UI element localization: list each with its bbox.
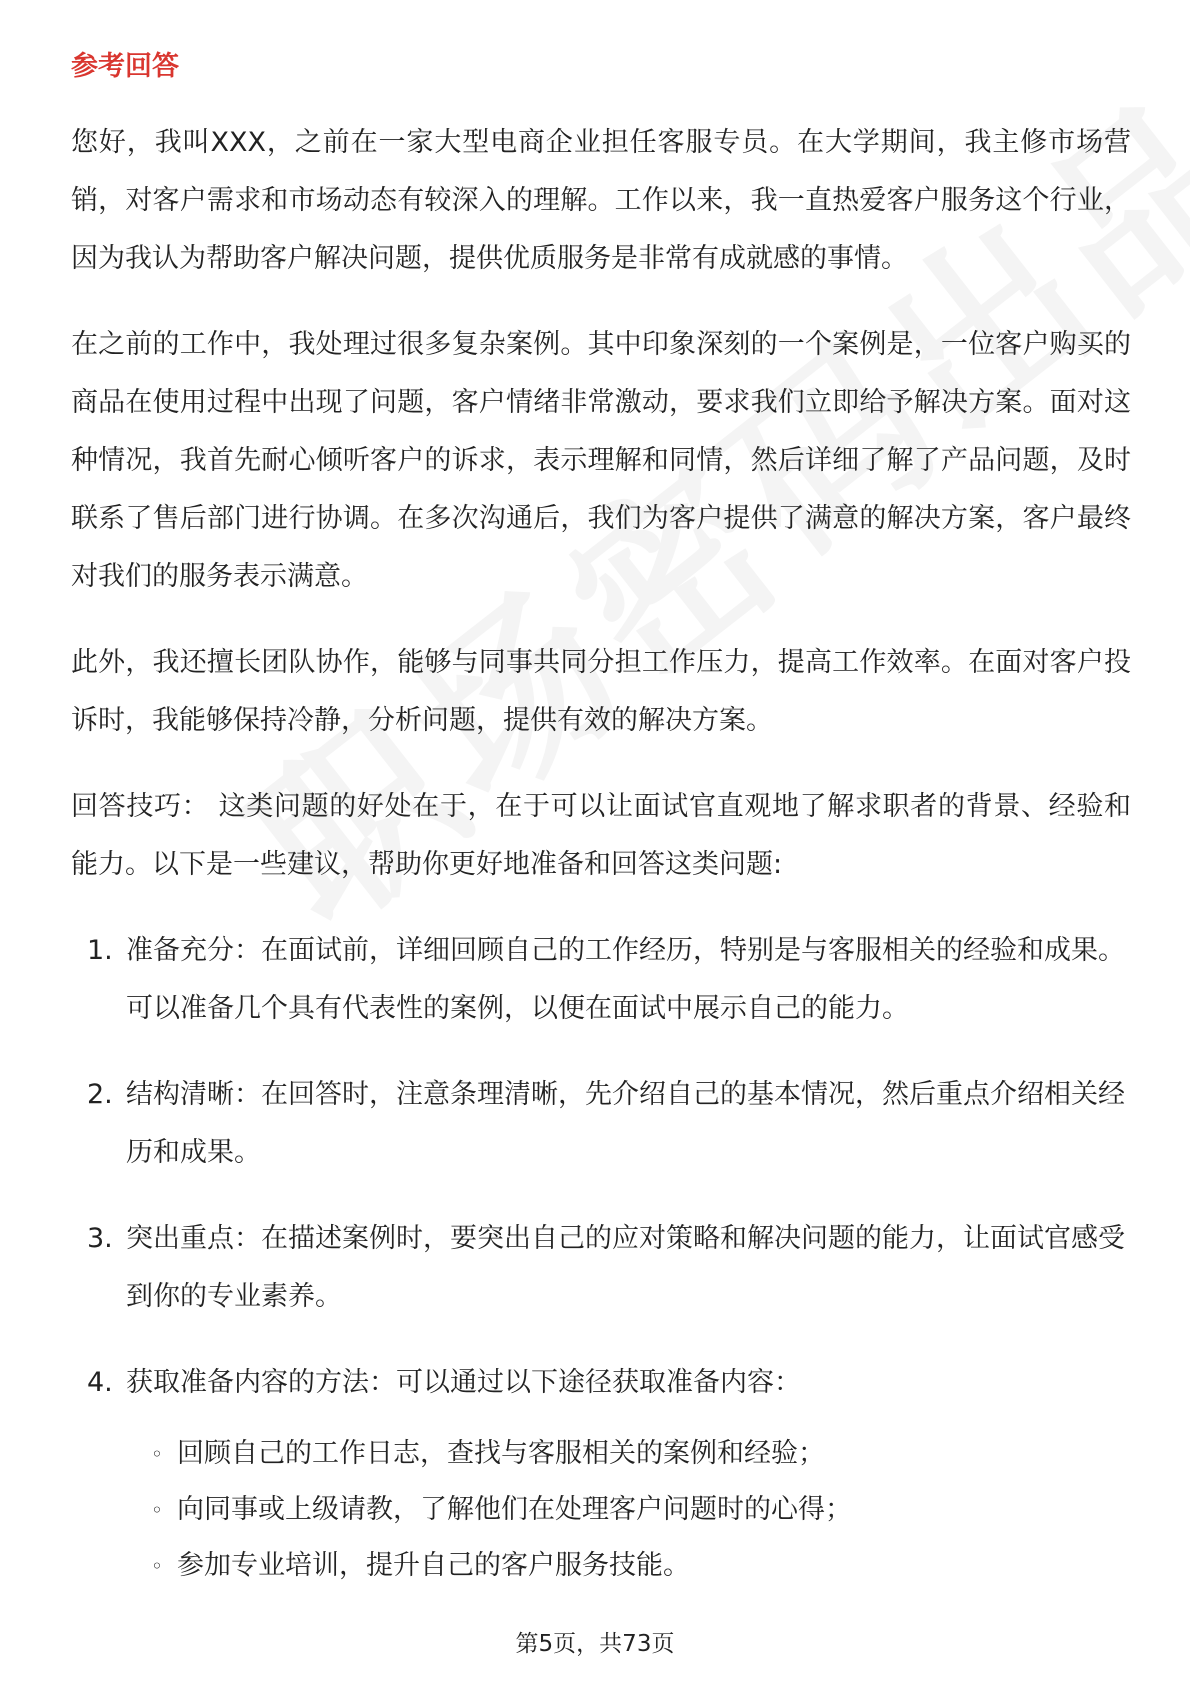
answer-paragraph-teamwork: 此外，我还擅长团队协作，能够与同事共同分担工作压力，提高工作效率。在面对客户投诉时，我能够保持冷静，分析问题，提供有效的解决方案。 [71, 647, 1131, 736]
list-item-text: 结构清晰：在回答时，注意条理清晰，先介绍自己的基本情况，然后重点介绍相关经历和成果。 [126, 1079, 1125, 1168]
sub-bullet-list [71, 1426, 1131, 1594]
sub-list-item-text: 参加专业培训，提升自己的客户服务技能。 [177, 1550, 690, 1581]
sub-list-item [71, 1482, 1131, 1538]
answer-paragraph-intro: 您好，我叫XXX，之前在一家大型电商企业担任客服专员。在大学期间，我主修市场营销，对客户需求和市场动态有较深入的理解。工作以来，我一直热爱客户服务这个行业，因为我认为帮助客户解决问题，提供优质服务是非常有成就感的事情。 [71, 127, 1131, 274]
sub-list-item [71, 1426, 1131, 1482]
section-title: 参考回答 [71, 51, 179, 82]
list-item-text: 准备充分：在面试前，详细回顾自己的工作经历，特别是与客服相关的经验和成果。可以准备几个具有代表性的案例，以便在面试中展示自己的能力。 [126, 935, 1125, 1024]
sub-list-item-text: 向同事或上级请教，了解他们在处理客户问题时的心得； [177, 1494, 852, 1525]
document-body [71, 48, 1131, 1594]
page-number-footer: 第5页，共73页 [515, 1631, 675, 1657]
list-item-number: 4. [87, 1367, 113, 1398]
list-item-number: 1. [87, 935, 113, 966]
list-item-text: 突出重点：在描述案例时，要突出自己的应对策略和解决问题的能力，让面试官感受到你的专业素养。 [126, 1223, 1125, 1312]
bullet-icon: ◦ [151, 1554, 163, 1578]
sub-list-item-text: 回顾自己的工作日志，查找与客服相关的案例和经验； [177, 1438, 825, 1469]
list-item [71, 1066, 1131, 1182]
answer-tips-paragraph: 回答技巧： 这类问题的好处在于，在于可以让面试官直观地了解求职者的背景、经验和能力。以下是一些建议，帮助你更好地准备和回答这类问题: [71, 791, 1131, 880]
list-item [71, 922, 1131, 1038]
list-item-number: 2. [87, 1079, 113, 1110]
tips-list [71, 922, 1131, 1412]
list-item [71, 1354, 1131, 1412]
sub-list-item [71, 1538, 1131, 1594]
bullet-icon: ◦ [151, 1498, 163, 1522]
list-item [71, 1210, 1131, 1326]
list-item-number: 3. [87, 1223, 113, 1254]
list-item-text: 获取准备内容的方法：可以通过以下途径获取准备内容： [126, 1367, 801, 1398]
answer-paragraph-case: 在之前的工作中，我处理过很多复杂案例。其中印象深刻的一个案例是，一位客户购买的商品在使用过程中出现了问题，客户情绪非常激动，要求我们立即给予解决方案。面对这种情况，我首先耐心倾听客户的诉求，表示理解和同情，然后详细了解了产品问题，及时联系了售后部门进行协调。在多次沟通后，我们为客户提供了满意的解决方案，客户最终对我们的服务表示满意。 [71, 329, 1131, 592]
bullet-icon: ◦ [151, 1442, 163, 1466]
